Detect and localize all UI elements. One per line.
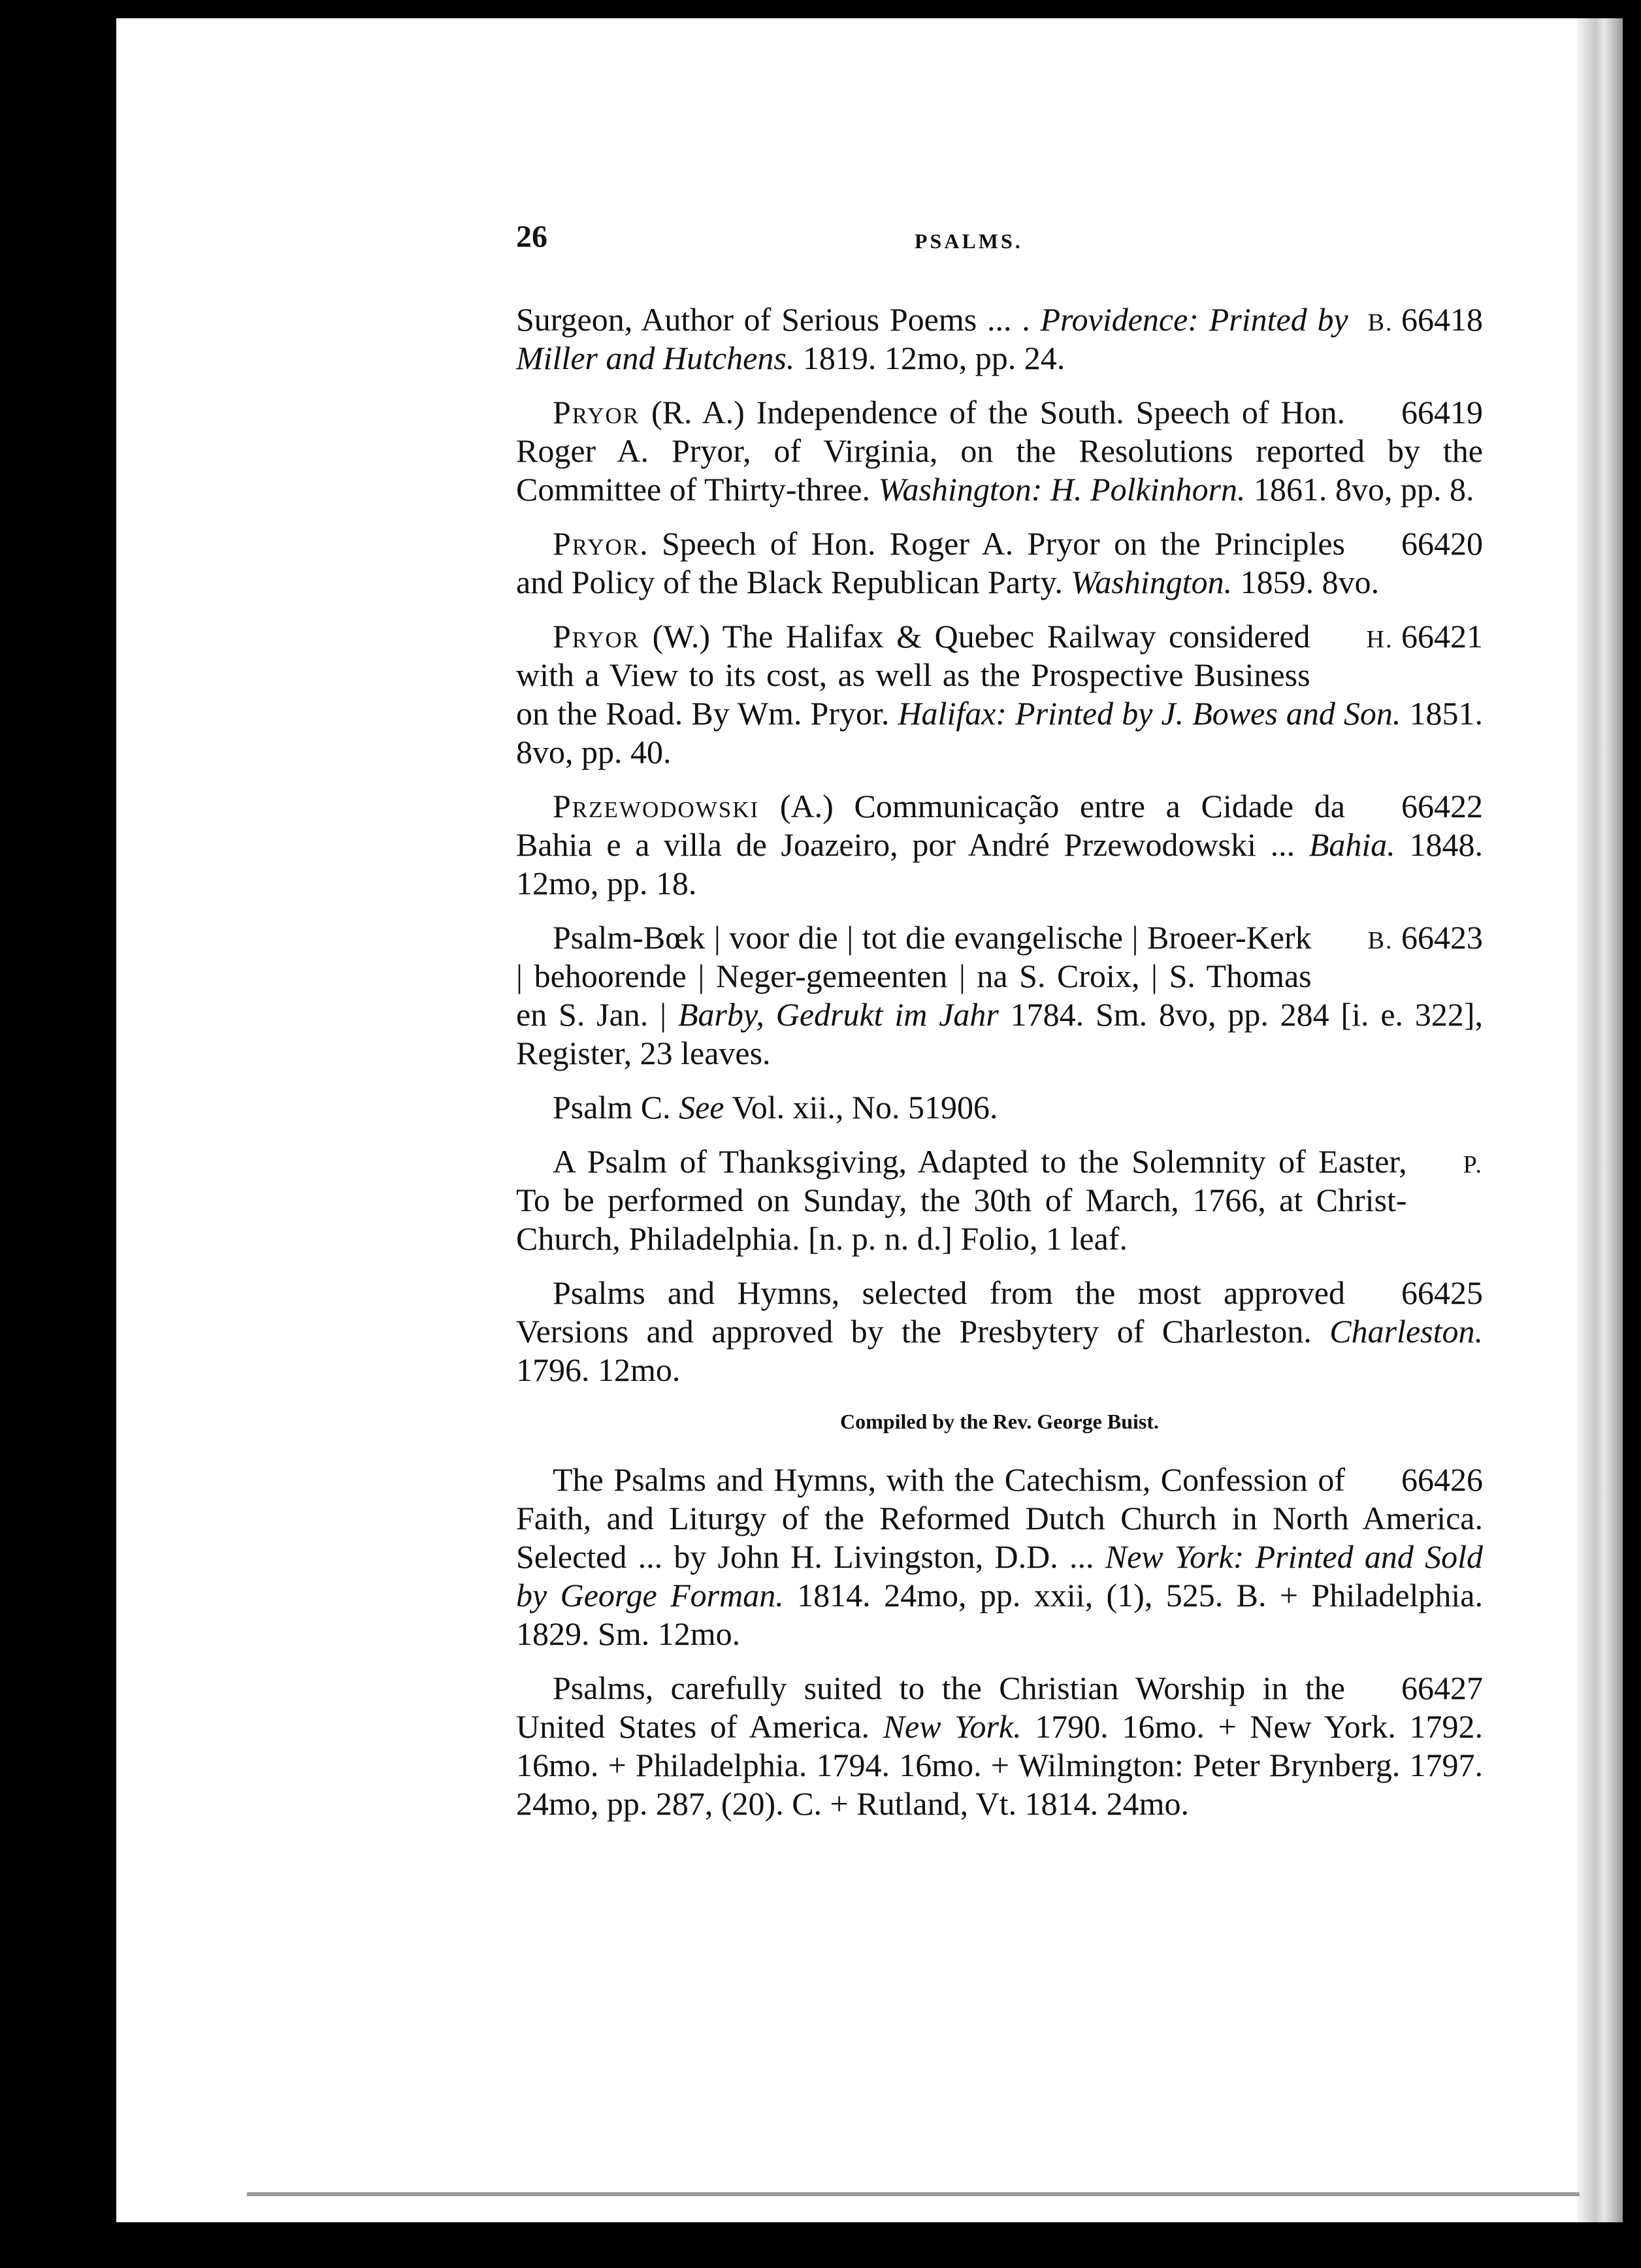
page-header: [516, 219, 1483, 265]
entry-reference: [1330, 617, 1483, 659]
catalog-number: 66418: [1401, 301, 1483, 338]
catalog-number: 66422: [1401, 788, 1483, 824]
entry-reference: [1365, 525, 1483, 563]
entry-reference: [1331, 918, 1483, 960]
bibliography-entry: [516, 525, 1483, 602]
entry-title: (W.) The Halifax & Quebec Railway considered with a View to its cost, as well as the Prospective Business on the Road. By Wm. Pryor.: [516, 618, 1310, 732]
bibliography-entry: [516, 617, 1483, 771]
entry-reference: [1368, 300, 1483, 342]
entry-details: 1796. 12mo.: [516, 1352, 681, 1388]
entry-reference: [1365, 393, 1483, 432]
bibliography-entry: [516, 787, 1483, 903]
bibliography-entry: [516, 393, 1483, 509]
entry-author: Pryor: [553, 525, 640, 562]
entry-reference: [1365, 1461, 1483, 1499]
entry-reference: [1365, 1669, 1483, 1708]
library-code: B.: [1367, 927, 1393, 954]
entry-details: 1814. 24mo, pp. xxii, (1), 525. B. + Philadelphia. 1829. Sm. 12mo.: [516, 1577, 1483, 1652]
catalog-number: 66427: [1401, 1670, 1483, 1706]
entry-imprint: Charleston.: [1329, 1313, 1483, 1350]
bibliography-entry: [516, 1461, 1483, 1653]
library-code: H.: [1366, 626, 1393, 653]
entry-title: . Speech of Hon. Roger A. Pryor on the Principles and Policy of the Black Republican Party.: [516, 525, 1345, 600]
entry-author: Przewodowski: [553, 788, 760, 824]
bibliography-entry: [516, 1669, 1483, 1823]
entry-title: Surgeon, Author of Serious Poems ... .: [516, 301, 1041, 338]
catalog-number: 66425: [1401, 1274, 1483, 1311]
bibliography-entry: [516, 300, 1483, 378]
entry-details: 1861. 8vo, pp. 8.: [1245, 471, 1474, 508]
entry-reference: [1365, 787, 1483, 826]
entry-details: Vol. xii., No. 51906.: [724, 1089, 998, 1126]
entry-details: 1790. 16mo. + New York. 1792. 16mo. + Philadelphia. 1794. 16mo. + Wilmington: Peter Brynberg. 1797. 24mo, pp. 287, (20). C. + Rutland, Vt. 1814. 24mo.: [516, 1708, 1484, 1822]
scan-border-top: [0, 0, 1641, 18]
catalog-number: 66420: [1401, 525, 1483, 562]
running-head: PSALMS.: [915, 229, 1023, 253]
bibliography-entry: [516, 918, 1483, 1073]
entry-imprint: Halifax: Printed by J. Bowes and Son.: [898, 695, 1401, 732]
entry-note: Compiled by the Rev. George Buist.: [840, 1410, 1159, 1433]
entry-author: Pryor: [553, 394, 640, 430]
entry-author: Pryor: [553, 618, 640, 655]
bibliography-entry: [516, 1088, 1483, 1127]
entry-title: A Psalm of Thanksgiving, Adapted to the Solemnity of Easter, To be performed on Sunday, the 30th of March, 1766, at Christ-Church, Philadelphia. [n. p. n. d.] Folio, 1 leaf.: [516, 1143, 1407, 1257]
entry-title: Psalm C.: [553, 1089, 679, 1126]
entry-imprint: See: [679, 1089, 724, 1126]
bibliography-entries: [516, 300, 1483, 1839]
entry-details: 1784. Sm. 8vo, pp. 284 [i. e. 322], Register, 23 leaves.: [516, 996, 1483, 1071]
entry-title: (R. A.) Independence of the South. Speech of Hon. Roger A. Pryor, of Virginia, on the Resolutions reported by the Committee of Thirty-three.: [516, 394, 1483, 508]
entry-title: The Psalms and Hymns, with the Catechism, Confession of Faith, and Liturgy of the Reformed Dutch Church in North America. Selected ... by John H. Livingston, D.D. ...: [516, 1461, 1483, 1575]
entry-imprint: Providence: Printed by Miller and Hutchens.: [516, 301, 1348, 376]
entry-details: 1848. 12mo, pp. 18.: [516, 826, 1484, 901]
entry-title: Psalms and Hymns, selected from the most approved Versions and approved by the Presbytery of Charleston.: [516, 1274, 1345, 1350]
entry-reference: [1365, 1274, 1483, 1312]
scan-border-bottom: [0, 2222, 1641, 2268]
entry-details: 1859. 8vo.: [1232, 564, 1380, 600]
page-edge: [1577, 18, 1623, 2222]
entry-imprint: Washington.: [1071, 564, 1233, 600]
bibliography-entry: [516, 1274, 1483, 1389]
bibliography-entry: [516, 1142, 1483, 1258]
library-code: P.: [1463, 1151, 1483, 1178]
entry-imprint: Bahia.: [1308, 826, 1395, 863]
entry-details: 1851. 8vo, pp. 40.: [516, 695, 1483, 770]
catalog-number: 66426: [1401, 1461, 1483, 1498]
library-code: B.: [1367, 309, 1393, 336]
page-number: 26: [516, 219, 547, 254]
entry-title: Psalms, carefully suited to the Christian Worship in the United States of America.: [516, 1670, 1345, 1745]
scan-border-left: [0, 0, 116, 2268]
entry-title: Psalm-Bœk | voor die | tot die evangelische | Broeer-Kerk | behoorende | Neger-gemeenten | na S. Croix, | S. Thomas en S. Jan. |: [516, 919, 1312, 1033]
entry-imprint: Washington: H. Polkinhorn.: [878, 471, 1246, 508]
entry-details: 1819. 12mo, pp. 24.: [794, 340, 1065, 376]
entry-imprint: New York: Printed and Sold by George Forman.: [516, 1538, 1483, 1613]
catalog-number: 66419: [1401, 394, 1483, 430]
entry-title: (A.) Communicação entre a Cidade da Bahia e a villa de Joazeiro, por André Przewodowski ...: [516, 788, 1345, 863]
catalog-number: 66423: [1401, 919, 1483, 956]
entry-reference: [1427, 1142, 1483, 1184]
entry-imprint: New York.: [883, 1708, 1022, 1745]
entry-imprint: Barby, Gedrukt im Jahr: [677, 996, 999, 1033]
page-bottom-edge: [247, 2192, 1580, 2196]
scan-border-right: [1623, 0, 1641, 2268]
catalog-number: 66421: [1401, 618, 1483, 655]
